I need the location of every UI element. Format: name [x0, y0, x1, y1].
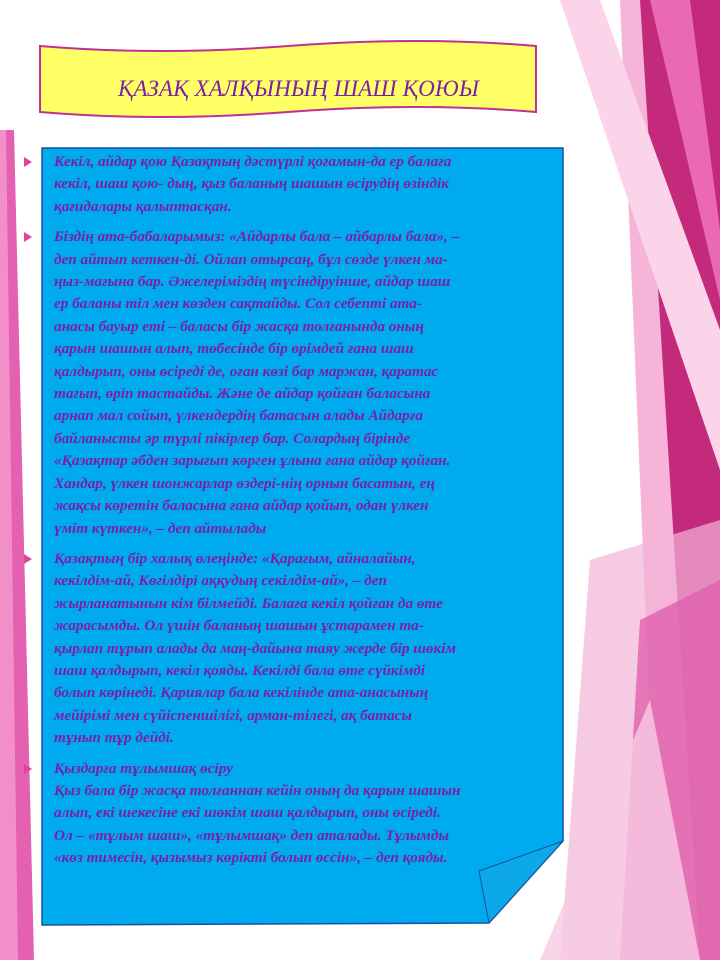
- text-line: тағып, өріп тастайды. Және де айдар қойған баласына: [54, 385, 431, 403]
- text-line: анасы бауыр еті – баласы бір жасқа толғанында оның: [54, 317, 424, 335]
- bullet-arrow-icon: [24, 232, 32, 242]
- text-line: Хандар, үлкен шонжарлар өздері-нің орнын басатын, ең: [54, 474, 435, 492]
- text-line: Біздің ата-бабаларымыз: «Айдарлы бала – айбарлы бала», –: [54, 228, 460, 246]
- page-title: ҚАЗАҚ ХАЛҚЫНЫҢ ШАШ ҚОЮЫ: [118, 76, 480, 101]
- text-line: қырлап тұрып алады да маң-дайына таяу жерде бір шөкім: [54, 639, 456, 657]
- text-line: қағидалары қалыптасқан.: [54, 197, 232, 215]
- text-line: Қыз бала бір жасқа толғаннан кейін оның да қарын шашын: [54, 781, 461, 799]
- text-line: қалдырып, оны өсіреді де, оған көзі бар маржан, қаратас: [54, 362, 439, 380]
- bullet-arrow-icon: [24, 764, 32, 774]
- text-line: Қазақтың бір халық өлеңінде: «Қарағым, айналайын,: [54, 549, 416, 567]
- text-line: болып көрінеді. Қариялар бала кекілінде ата-анасының: [54, 684, 429, 702]
- text-line: Қыздарға тұлымшақ өсіру: [54, 759, 233, 777]
- paragraph-1: [54, 151, 554, 218]
- text-line: мейірімі мен сүйіспеншілігі, арман-тілегі, ақ батасы: [54, 706, 412, 724]
- paragraph-2: [54, 226, 554, 540]
- text-line: Кекіл, айдар қою Қазақтың дәстүрлі қоғамын-да ер балаға: [54, 153, 452, 170]
- text-line: «Қазақтар әбден зарығып көрген ұлына ғана айдар қойған.: [54, 452, 451, 470]
- text-line: Ол – «тұлым шаш», «тұлымшақ» деп аталады. Тұлымды: [54, 826, 449, 844]
- paragraph-3: [54, 548, 554, 750]
- bullet-arrow-icon: [24, 157, 32, 167]
- text-line: алып, екі шекесіне екі шөкім шаш қалдырып, оны өсіреді.: [54, 804, 441, 822]
- text-line: жақсы көретін баласына ғана айдар қойып, одан үлкен: [54, 497, 429, 515]
- text-line: үміт күткен», – деп айтылады: [54, 519, 267, 537]
- text-line: байланысты әр түрлі пікірлер бар. Солардың бірінде: [54, 429, 410, 447]
- text-line: ер баланы тіл мен көзден сақтайды. Сол себепті ата-: [54, 295, 422, 313]
- text-line: жырланатынын кім білмейді. Балаға кекіл қойған да өте: [54, 594, 443, 612]
- bullet-arrow-icon: [24, 554, 32, 564]
- title-banner: [38, 38, 538, 120]
- content-panel: [41, 147, 565, 927]
- text-line: «көз тимесін, қызымыз көрікті болып өссін», – деп қояды.: [54, 849, 448, 867]
- text-line: тұнып тұр дейді.: [54, 729, 174, 747]
- text-line: кекіл, шаш қою- дың, қыз баланың шашын өсірудің өзіндік: [54, 175, 449, 193]
- text-line: арнап мал сойып, үлкендердің батасын алады Айдарға: [54, 407, 423, 425]
- text-line: қарын шашын алып, төбесінде бір өрімдей ғана шаш: [54, 340, 414, 358]
- text-line: кекілдім-ай, Көгілдірі аққудың секілдім-ай», – деп: [54, 572, 387, 590]
- content-text: [54, 151, 554, 878]
- text-line: деп айтып кеткен-ді. Ойлап отырсаң, бұл сөзде үлкен ма-: [54, 250, 448, 268]
- text-line: ңыз-мағына бар. Әжелеріміздің түсіндіруінше, айдар шаш: [54, 273, 451, 291]
- text-line: жарасымды. Ол үшін баланың шашын ұстарамен та-: [54, 617, 424, 635]
- paragraph-4: [54, 758, 554, 870]
- text-line: шаш қалдырып, кекіл қояды. Кекілді бала өте сүйкімді: [54, 661, 425, 679]
